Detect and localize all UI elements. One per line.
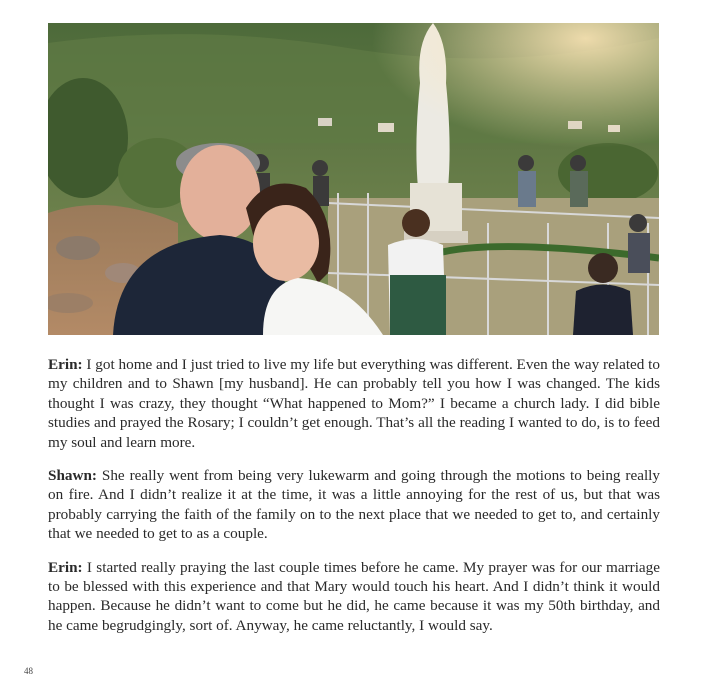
paragraph — [48, 466, 660, 544]
body-text — [48, 355, 660, 649]
speaker-label: Shawn: — [48, 467, 97, 485]
paragraph-text: She really went from being very lukewarm and going through the motions to being really on fire. And I didn’t realize it at the time, it was a little annoying for the rest of us, but that was probably carrying the faith of the family on to the next place that we needed to get to, and certainly that we needed to get to as a couple. — [48, 467, 660, 543]
photo-image — [48, 23, 659, 335]
photo — [48, 23, 659, 335]
paragraph — [48, 558, 660, 636]
speaker-label: Erin: — [48, 356, 83, 373]
speaker-label: Erin: — [48, 558, 83, 576]
page-number: 48 — [24, 666, 33, 676]
paragraph — [48, 355, 660, 452]
paragraph-text: I started really praying the last couple times before he came. My prayer was for our marriage to be blessed with this experience and that Mary would touch his heart. And I didn’t think it would happen. Because he didn’t want to come but he did, he came because it was my 50th birthday, and he came begrudgingly, sort of. Anyway, he came reluctantly, I would say. — [48, 558, 660, 634]
paragraph-text: I got home and I just tried to live my life but everything was different. Even the way related to my children and to Shawn [my husband]. He can probably tell you how I was changed. The kids thought I was crazy, they thought “What happened to Mom?” I became a church lady. I did bible studies and prayed the Rosary; I couldn’t get enough. That’s all the reading I wanted to do, is to feed my soul and learn more. — [48, 356, 660, 451]
